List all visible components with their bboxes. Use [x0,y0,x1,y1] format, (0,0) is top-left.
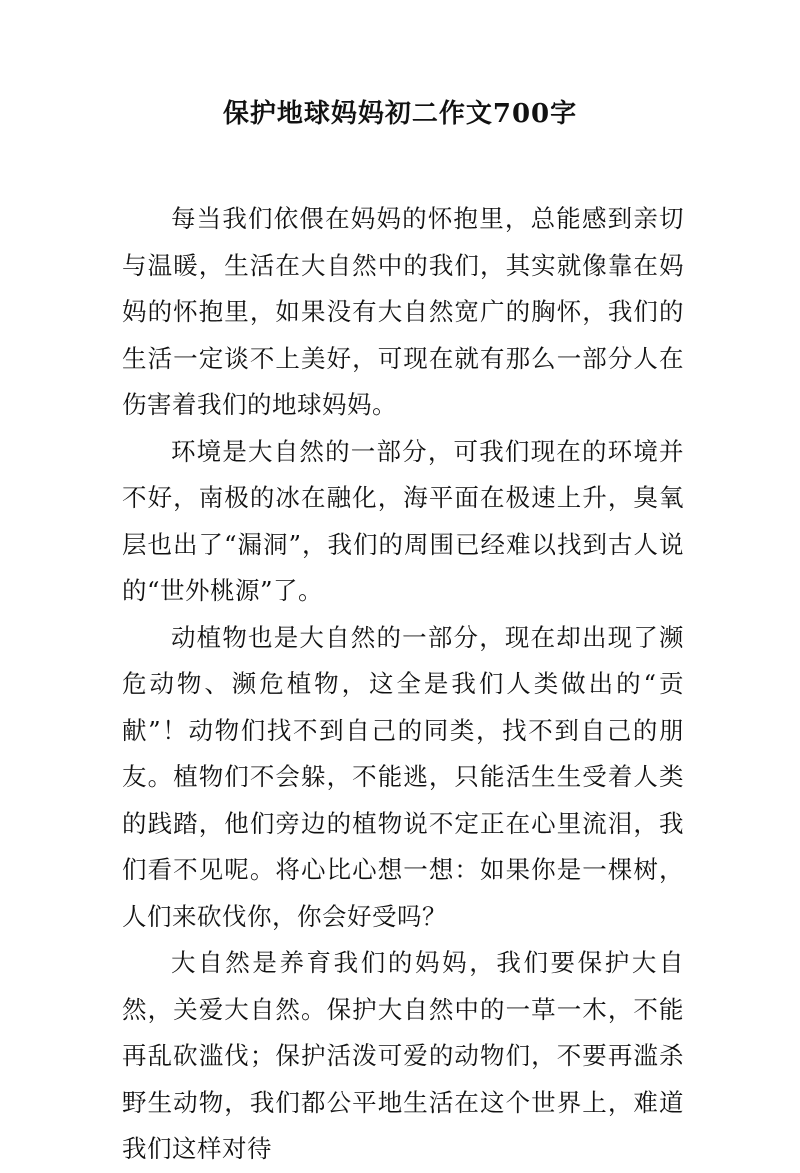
document-title: 保护地球妈妈初二作文700字 [222,99,578,129]
paragraph-2: 环境是大自然的一部分，可我们现在的环境并不好，南极的冰在融化，海平面在极速上升，臭氧层也出了“漏洞”，我们的周围已经难以找到古人说的“世外桃源”了。 [122,436,684,605]
paragraph-1: 每当我们依偎在妈妈的怀抱里，总能感到亲切与温暖，生活在大自然中的我们，其实就像靠在妈妈的怀抱里，如果没有大自然宽广的胸怀，我们的生活一定谈不上美好，可现在就有那么一部分人在伤害着我们的地球妈妈。 [122,204,684,419]
paragraph-3: 动植物也是大自然的一部分，现在却出现了濒危动物、濒危植物，这全是我们人类做出的“贡献”！动物们找不到自己的同类，找不到自己的朋友。植物们不会躲，不能逃，只能活生生受着人类的践踏，他们旁边的植物说不定正在心里流泪，我们看不见呢。将心比心想一想：如果你是一棵树，人们来砍伐你，你会好受吗？ [122,622,684,931]
document-body [122,196,684,1173]
paragraph-4: 大自然是养育我们的妈妈，我们要保护大自然，关爱大自然。保护大自然中的一草一木，不能再乱砍滥伐；保护活泼可爱的动物们，不要再滥杀野生动物，我们都公平地生活在这个世界上，难道我们这样对待 [122,948,684,1163]
